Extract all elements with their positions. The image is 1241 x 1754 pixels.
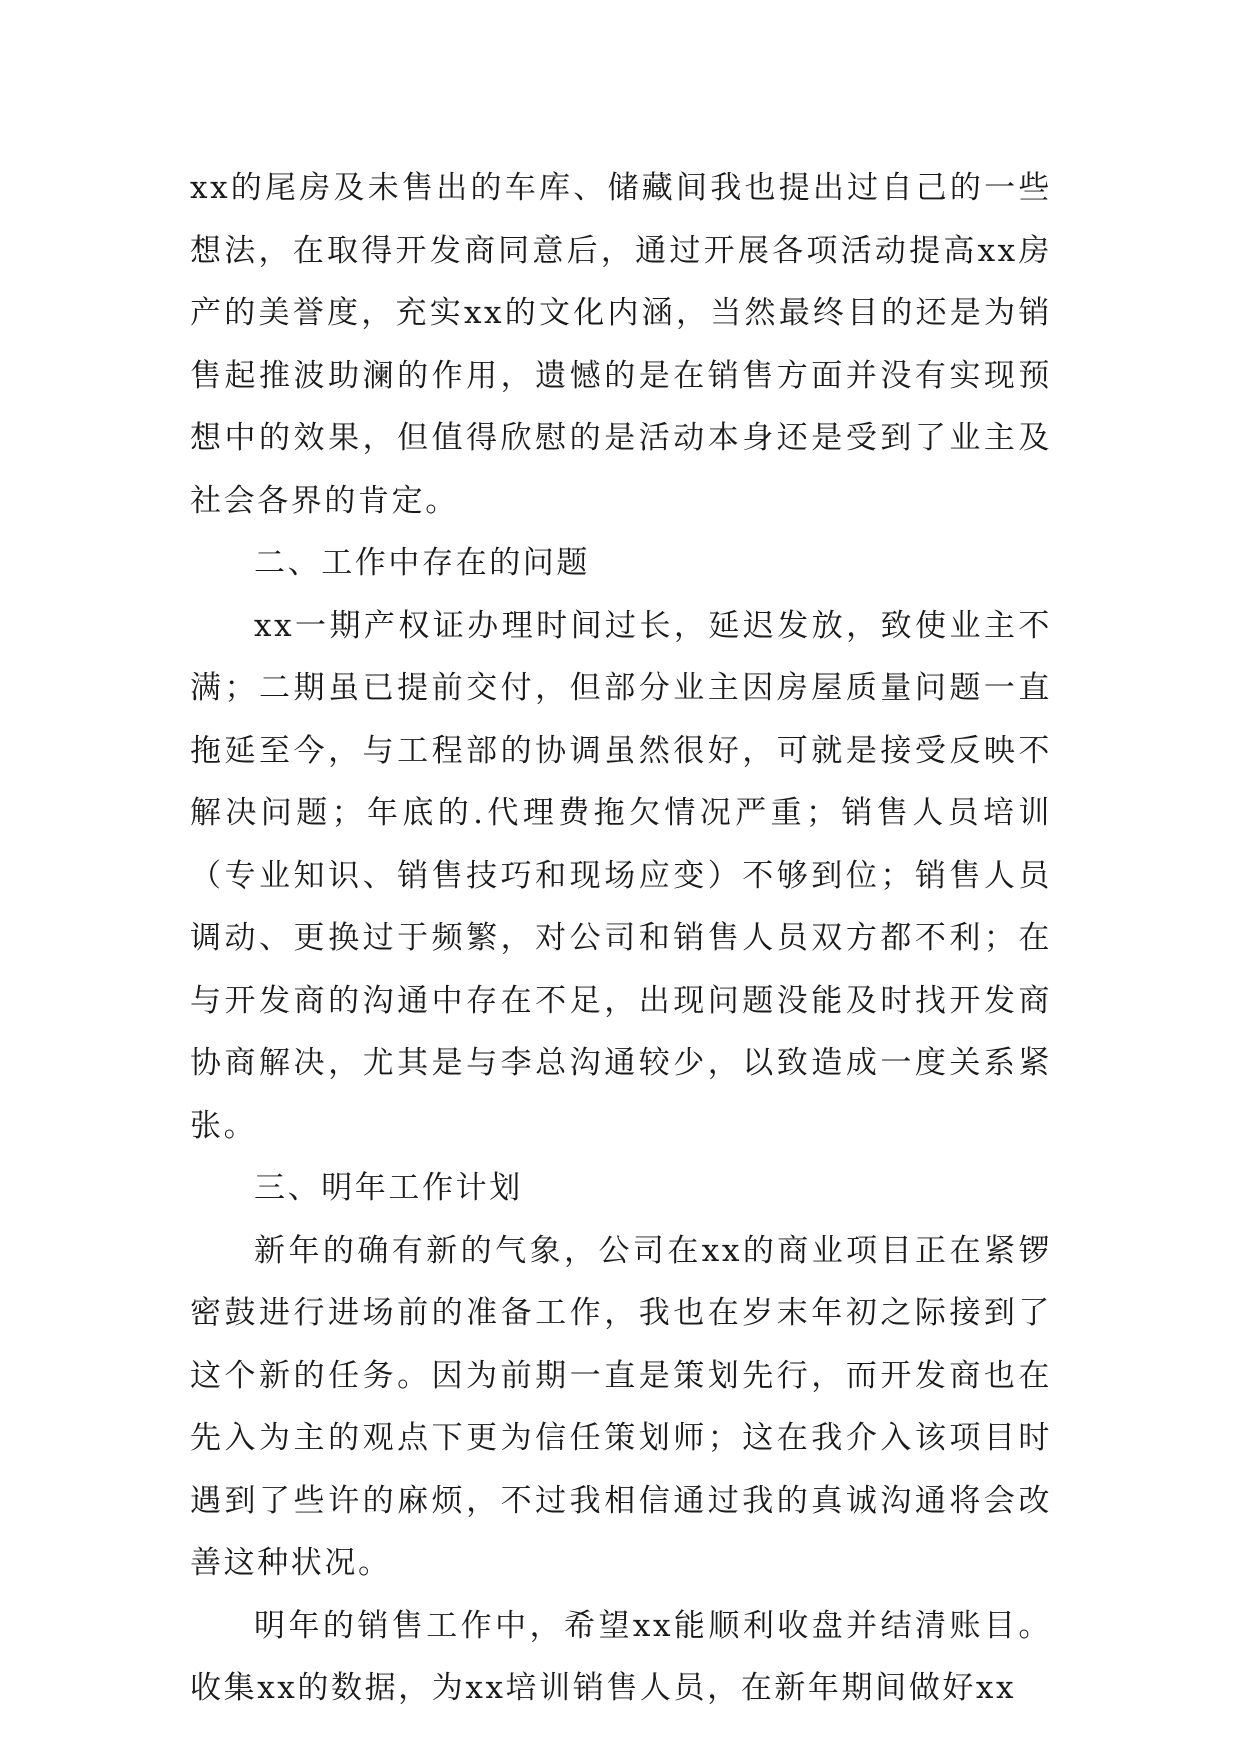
section-heading-plan: 三、明年工作计划 (254, 1170, 523, 1206)
paragraph-problems: xx一期产权证办理时间过长，延迟发放，致使业主不满；二期虽已提前交付，但部分业主因房屋质量问题一直拖延至今，与工程部的协调虽然很好，可就是接受反映不解决问题；年底的.代理费拖欠情况严重；销售人员培训（专业知识、销售技巧和现场应变）不够到位；销售人员调动、更换过于频繁，对公司和销售人员双方都不利；在与开发商的沟通中存在不足，出现问题没能及时找开发商协商解决，尤其是与李总沟通较少，以致造成一度关系紧张。 (190, 607, 1052, 1144)
paragraph-plan-2: 明年的销售工作中，希望xx能顺利收盘并结清账目。收集xx的数据，为xx培训销售人员，在新年期间做好xx (190, 1607, 1052, 1706)
section-heading-problems: 二、工作中存在的问题 (254, 545, 590, 581)
document-body (190, 157, 1052, 1720)
paragraph-intro: xx的尾房及未售出的车库、储藏间我也提出过自己的一些想法，在取得开发商同意后，通过开展各项活动提高xx房产的美誉度，充实xx的文化内涵，当然最终目的还是为销售起推波助澜的作用，遗憾的是在销售方面并没有实现预想中的效果，但值得欣慰的是活动本身还是受到了业主及社会各界的肯定。 (190, 170, 1052, 519)
paragraph-plan-1: 新年的确有新的气象，公司在xx的商业项目正在紧锣密鼓进行进场前的准备工作，我也在岁末年初之际接到了这个新的任务。因为前期一直是策划先行，而开发商也在先入为主的观点下更为信任策划师；这在我介入该项目时遇到了些许的麻烦，不过我相信通过我的真诚沟通将会改善这种状况。 (190, 1232, 1052, 1581)
